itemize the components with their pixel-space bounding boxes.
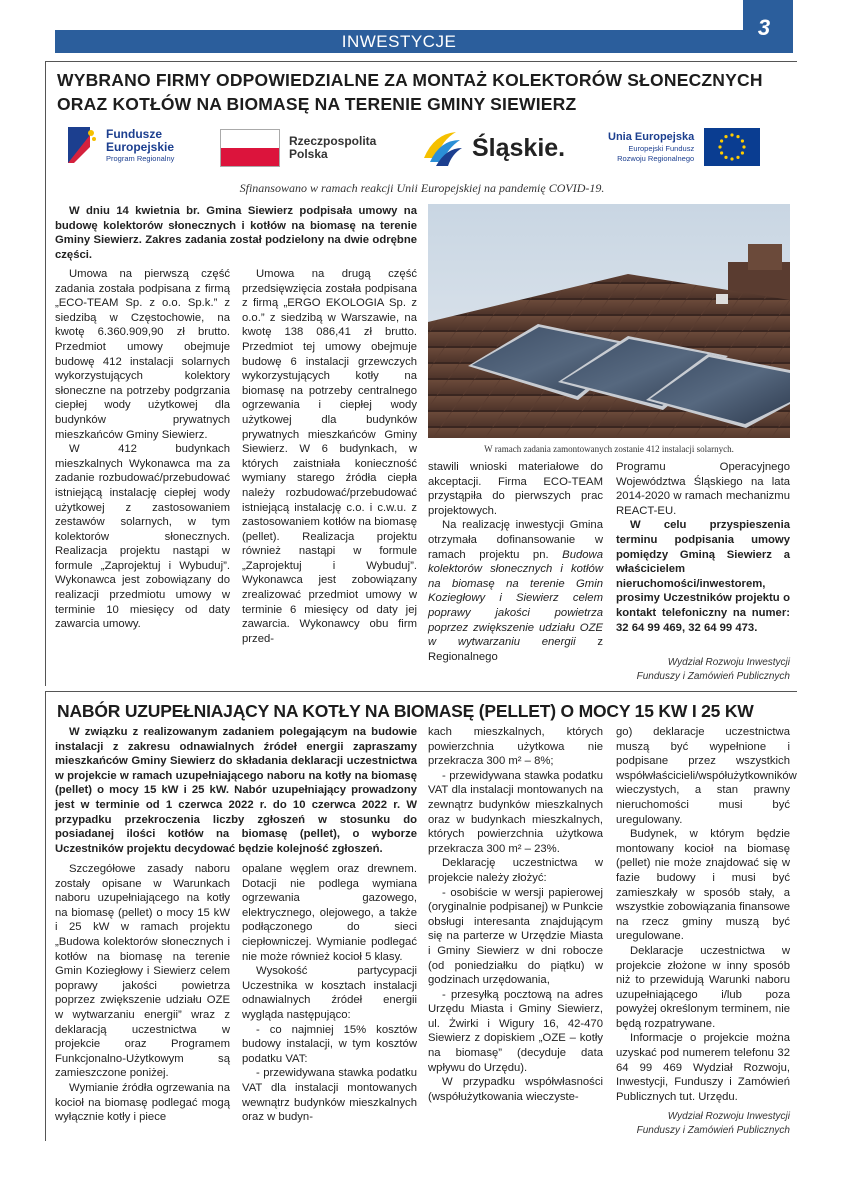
article1-column-2 bbox=[242, 267, 417, 646]
fe-line1: Fundusze bbox=[106, 127, 162, 141]
article1-lead: W dniu 14 kwietnia br. Gmina Siewierz podpisała umowy na budowę kolektorów słonecznych i kotłów na biomasę na terenie Gminy Siewierz. Zakres zadania został podzielony na dwie odrębne części. bbox=[55, 205, 417, 261]
section-header-bar bbox=[55, 30, 743, 53]
solar-panels-photo bbox=[428, 204, 790, 438]
article1-signature: Wydział Rozwoju Inwestycji Funduszy i Zamówień Publicznych bbox=[636, 657, 790, 682]
article2-col4-p2: Budynek, w którym będzie montowany kocioł na biomasę (pellet) nie może znajdować się w fazie budowy i musi być zamieszkały w sposób stały, a wszystkie zobowiązania finansowe na rzecz gminy muszą być uregulowane. bbox=[616, 828, 790, 943]
article2-col3-p5: - przesyłką pocztową na adres Urzędu Miasta i Gminy Siewierz, ul. Żwirki i Wigury 16, 42-470 Siewierz z dopiskiem „OZE – kotły na biomasę” (decyduje data wpływu do Urzędu). bbox=[428, 988, 603, 1074]
article1-col1-p2: W 412 budynkach mieszkalnych Wykonawca ma za zadanie rozbudować/przebudować istniejącą instalację ciepłej wody użytkowej z zastosowaniem zestawów solarnych, w tym kolektorów słonecznych. Realizacja projektu nastąpi w formule „Zaprojektuj i Wybuduj”. Wykonawca jest zobowiązany do realizacji przedmiotu umowy w terminie 10 miesięcy od daty zawarcia umowy. bbox=[55, 443, 230, 631]
article1-column-4 bbox=[616, 460, 790, 635]
logo-fundusze-europejskie bbox=[64, 120, 214, 172]
pl-line2: Polska bbox=[289, 147, 328, 161]
page-number-tab bbox=[743, 0, 843, 53]
article1-col3-p2: Na realizację inwestycji Gmina otrzymała dofinansowanie w ramach projektu pn. Budowa kolektorów słonecznych i kotłów na biomasę na terenie Gmin Koziegłowy i Siewierz celem poprawy jakości powietrza poprzez zwiększenie udziału OZE w wytwarzaniu energii z Regionalnego bbox=[428, 519, 603, 663]
article2-col4-p3: Deklaracje uczestnictwa w projekcie złożone w inny sposób niż to przewidują Warunki naboru uzupełniającego i/lub poza powyżej określonym terminem, nie będą rozpatrywane. bbox=[616, 944, 790, 1030]
article2-column-3 bbox=[428, 725, 603, 1104]
fundusze-europejskie-icon bbox=[64, 125, 98, 167]
article2-col3-p3: Deklarację uczestnictwa w projekcie należy złożyć: bbox=[428, 857, 603, 884]
ue-line3: Rozwoju Regionalnego bbox=[617, 153, 695, 163]
logo-slaskie bbox=[420, 125, 585, 171]
article1-col2-p1: Umowa na drugą część przedsięwzięcia została podpisana z firmą „ERGO EKOLOGIA Sp. z o.o.” z siedzibą w Warszawie, na kwotę 138 086,41 zł brutto. Przedmiot tej umowy obejmuje budowę 6 instalacji grzewczych wykorzystujących kotły na biomasę na potrzeby centralnego ogrzewania i ciepłej wody użytkowej dla budynków prywatnych mieszkańców Gminy Siewierz. W 6 budynkach, w których zaistniała konieczność wymiany starego źródła ciepła należy rozbudować/przebudować istniejącą instalację c.o. i c.w.u. z zastosowaniem kotłów na biomasę (pellet). Realizacja projektu również nastąpi w formule „Zaprojektuj i Wybuduj”. Wykonawca jest zobowiązany zrealizować przedmiot umowy w terminie 6 miesięcy od daty jej zawarcia. Wykonawcy obu firm przed- bbox=[242, 268, 417, 645]
logo-unia-europejska bbox=[608, 122, 788, 172]
slaskie-swoosh-icon bbox=[420, 128, 464, 168]
page-number: 3 bbox=[757, 15, 771, 40]
article2-col3-p4: - osobiście w wersji papierowej (oryginalnie podpisanej) w Punkcie obsługi interesanta znajdującym się na parterze w Urzędzie Miasta i Gminy Siewierz w dni robocze (od poniedziałku do piątku) w godzinach urzędowania, bbox=[428, 886, 603, 987]
article2-col2-p4: - przewidywana stawka podatku VAT dla instalacji montowanych wewnątrz budynków mieszkalnych oraz w budyn- bbox=[242, 1067, 417, 1124]
ue-line2: Europejski Fundusz bbox=[628, 143, 695, 153]
article1-column-3 bbox=[428, 460, 603, 664]
article1-contact-paragraph: W celu przyspieszenia terminu podpisania umowy pomiędzy Gminą Siewierz a właścicielem nieruchomości/inwestorem, prosimy Uczestników projektu o kontakt telefoniczny na numer: 32 64 99 469, 32 64 99 473. bbox=[616, 519, 790, 634]
article2-col4-p4: Informacje o projekcie można uzyskać pod numerem telefonu 32 64 99 469 Wydział Rozwoju, Inwestycji, Funduszy i Zamówień Publicznych tut. Urzędu. bbox=[616, 1032, 790, 1103]
logo-rzeczpospolita bbox=[220, 125, 390, 171]
pl-line1: Rzeczpospolita bbox=[289, 134, 377, 148]
article2-col4-p1: go) deklaracje uczestnictwa muszą być wypełnione i podpisane przez wszystkich współwłaścicieli/współużytkowników wieczystych, a stan prawny nieruchomości musi być uregulowany. bbox=[616, 726, 797, 826]
article1-column-1 bbox=[55, 267, 230, 632]
article2-col2-p3: - co najmniej 15% kosztów budowy instalacji, w tym kosztów podatku VAT: bbox=[242, 1023, 417, 1065]
article2-column-1 bbox=[55, 862, 230, 1125]
article2-signature: Wydział Rozwoju Inwestycji Funduszy i Zamówień Publicznych bbox=[636, 1111, 790, 1136]
polish-flag-icon bbox=[220, 129, 280, 167]
slaskie-wordmark: Śląskie. bbox=[472, 133, 566, 162]
article2-col2-p1: opalane węglem oraz drewnem. Dotacji nie podlega wymiana ogrzewania gazowego, elektrycznego, olejowego, a także podłączonego do sieci ciepłowniczej. Wymianie podlegać nie może również kocioł 5 klasy. bbox=[242, 863, 417, 963]
article2-column-4 bbox=[616, 725, 797, 1104]
article1-col1-p1: Umowa na pierwszą część zadania została podpisana z firmą „ECO-TEAM Sp. z o.o. Sp.k.” z siedzibą w Częstochowie, na kwotę 6.360.909,90 zł brutto. Przedmiot umowy obejmuje budowę 412 instalacji solarnych wykorzystujących kolektory słoneczne na potrzeby podgrzania ciepłej wody użytkowej dla budynków prywatnych mieszkańców Gminy Siewierz. bbox=[55, 268, 230, 441]
fe-line2: Europejskie bbox=[106, 140, 175, 154]
article2-col3-p1: kach mieszkalnych, których powierzchnia użytkowa nie przekracza 300 m² – 8%; bbox=[428, 726, 603, 768]
photo-caption: W ramach zadania zamontowanych zostanie 412 instalacji solarnych. bbox=[484, 444, 734, 454]
article2-lead: W związku z realizowanym zadaniem polegającym na budowie instalacji z zakresu odnawialnych źródeł energii zapraszamy mieszkańców Gminy Siewierz do składania deklaracji uczestnictwa w projekcie w ramach uzupełniającego naboru na kotły na biomasę (pellet) o mocy 15 kW i 25 kW. Nabór uzupełniający prowadzony jest w terminie od 1 czerwca 2022 r. do 10 czerwca 2022 r. W przypadku przekroczenia liczby zgłoszeń w stosunku do posiadanej ilości kotłów na biomasę (pellet), o wyborze Uczestników projektu decydować będzie kolejność zgłoszeń. bbox=[55, 726, 417, 855]
eu-flag-icon bbox=[704, 128, 760, 166]
article2-col1-p1: Szczegółowe zasady naboru zostały opisane w Warunkach naboru uzupełniającego na kotły na biomasę (pellet) o mocy 15 kW i 25 kW w ramach projektu „Budowa kolektorów słonecznych i kotłów na biomasę na terenie Gmin Koziegłowy i Siewierz celem poprawy jakości powietrza poprzez zwiększenie udziału OZE w wytwarzaniu energii” wraz z deklaracją uczestnictwa w projekcie oraz Programem Funkcjonalno-Użytkowym są zamieszczone poniżej. bbox=[55, 863, 230, 1080]
section-label: INWESTYCJE bbox=[341, 32, 457, 51]
article2-col1-p2: Wymianie źródła ogrzewania na kocioł na biomasę podlegać mogą wyłącznie kotły i piece bbox=[55, 1081, 230, 1124]
fe-line3: Program Regionalny bbox=[106, 154, 175, 163]
article1-col4-p1: Programu Operacyjnego Województwa Śląskiego na lata 2014-2020 w ramach mechanizmu REACT-EU. bbox=[616, 461, 790, 517]
article2-col3-p6: W przypadku współwłasności (współużytkowania wieczyste- bbox=[428, 1076, 603, 1103]
ue-line1: Unia Europejska bbox=[608, 130, 695, 143]
article2-headline: NABÓR UZUPEŁNIAJĄCY NA KOTŁY NA BIOMASĘ (PELLET) O MOCY 15 KW I 25 KW bbox=[57, 701, 754, 721]
solar-roof-image bbox=[428, 204, 790, 438]
article1-col3-p1: stawili wnioski materiałowe do akceptacji. Firma ECO-TEAM przystąpiła do pierwszych prac projektowych. bbox=[428, 461, 603, 517]
article2-column-2 bbox=[242, 862, 417, 1125]
funding-note: Sfinansowano w ramach reakcji Unii Europejskiej na pandemię COVID-19. bbox=[239, 181, 605, 195]
article1-headline: WYBRANO FIRMY ODPOWIEDZIALNE ZA MONTAŻ KOLEKTORÓW SŁONECZNYCH ORAZ KOTŁÓW NA BIOMASĘ NA TERENIE GMINY SIEWIERZ bbox=[57, 70, 763, 114]
article2-col3-p2: - przewidywana stawka podatku VAT dla instalacji montowanych na zewnątrz budynków mieszkalnych oraz w budynkach mieszkalnych, których powierzchnia użytkowa przekracza 300 m² – 23%. bbox=[428, 769, 603, 855]
article2-col2-p2: Wysokość partycypacji Uczestnika w kosztach instalacji odnawialnych źródeł energii wygląda następująco: bbox=[242, 965, 417, 1021]
